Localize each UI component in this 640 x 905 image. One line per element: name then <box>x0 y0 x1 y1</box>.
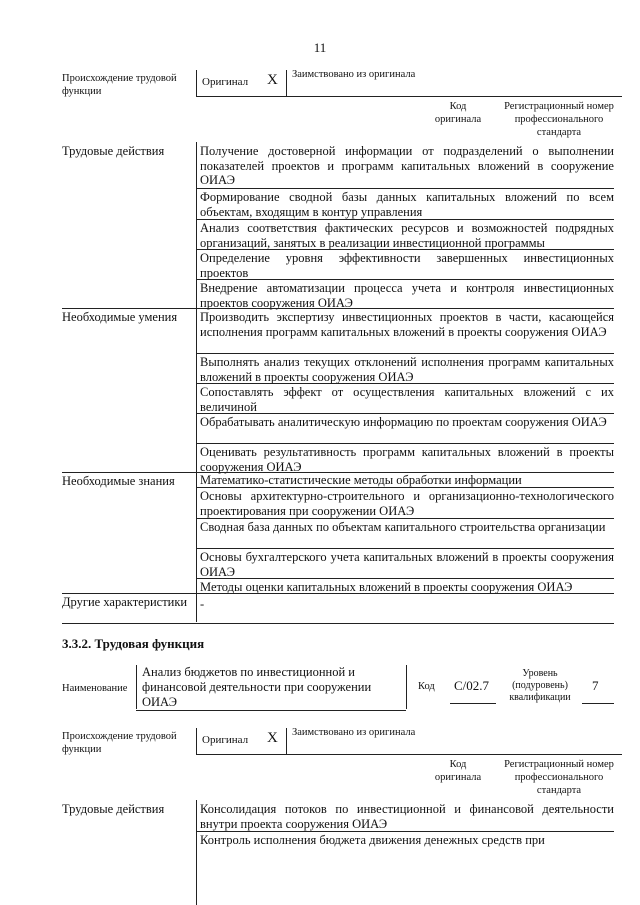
reg-number-header: Регистрационный номер профессионального стандарта <box>504 759 614 796</box>
list-item: Анализ соответствия фактических ресурсов и возможностей подрядных организаций, занятых в реализации инвестиционной программы <box>200 221 614 250</box>
code-value: C/02.7 <box>454 678 490 693</box>
original-label: Оригинал <box>202 76 249 88</box>
origin-label: Происхождение трудовой функции <box>62 73 177 97</box>
list-item: Обрабатывать аналитическую информацию по проектам сооружения ОИАЭ <box>200 415 607 429</box>
code-original-header: Код оригинала <box>434 759 482 783</box>
list-item: Определение уровня эффективности завершенных инвестиционных проектов <box>200 251 614 280</box>
list-item: Получение достоверной информации от подразделений о выполнении показателей проектов и программ капитальных вложений в сооружение ОИАЭ <box>200 144 614 187</box>
code-original-header: Код оригинала <box>434 101 482 125</box>
list-item: Производить экспертизу инвестиционных проектов в части, касающейся исполнения программ капитальных вложений в проекты сооружения ОИАЭ <box>200 310 614 339</box>
code-label: Код <box>418 681 435 692</box>
borrowed-label: Заимствовано из оригинала <box>292 727 416 738</box>
list-item: Сводная база данных по объектам капитального строительства организации <box>200 520 606 534</box>
level-label: Уровень (подуровень) квалификации <box>509 668 571 703</box>
original-label: Оригинал <box>202 734 249 746</box>
other-value: - <box>200 597 205 611</box>
function-name-block <box>62 665 614 715</box>
section-title: 3.3.2. Трудовая функция <box>62 636 205 651</box>
list-item: Консолидация потоков по инвестиционной и финансовой деятельности внутри проекта сооружения ОИАЭ <box>200 802 614 831</box>
page-number: 11 <box>313 40 327 55</box>
list-item: Основы бухгалтерского учета капитальных вложений в проекты сооружения ОИАЭ <box>200 550 614 579</box>
list-item: Основы архитектурно-строительного и организационно-технологического проектирования при сооружении ОИАЭ <box>200 489 614 518</box>
list-item: Внедрение автоматизации процесса учета и контроля инвестиционных проектов сооружения ОИАЭ <box>200 281 614 310</box>
actions-label: Трудовые действия <box>62 802 165 816</box>
name-value: Анализ бюджетов по инвестиционной и финансовой деятельности при сооружении ОИАЭ <box>142 665 372 709</box>
knowledge-label: Необходимые знания <box>62 474 175 488</box>
original-mark: X <box>267 730 278 746</box>
list-item: Контроль исполнения бюджета движения денежных средств при <box>200 833 545 847</box>
other-label: Другие характеристики <box>62 595 188 609</box>
list-item: Формирование сводной базы данных капитальных вложений по всем объектам, входящим в контур управления <box>200 190 614 219</box>
actions-label: Трудовые действия <box>62 144 165 158</box>
original-mark: X <box>267 72 278 88</box>
level-value: 7 <box>592 678 599 693</box>
borrowed-label: Заимствовано из оригинала <box>292 69 416 80</box>
list-item: Выполнять анализ текущих отклонений исполнения программ капитальных вложений в проекты сооружения ОИАЭ <box>200 355 614 384</box>
list-item: Математико-статистические методы обработки информации <box>200 473 522 487</box>
name-label: Наименование <box>62 683 128 694</box>
skills-label: Необходимые умения <box>62 310 178 324</box>
list-item: Оценивать результативность программ капитальных вложений в проекты сооружения ОИАЭ <box>200 445 614 474</box>
reg-number-header: Регистрационный номер профессионального стандарта <box>504 101 614 138</box>
origin-label: Происхождение трудовой функции <box>62 731 177 755</box>
list-item: Методы оценки капитальных вложений в проекты сооружения ОИАЭ <box>200 580 573 594</box>
list-item: Сопоставлять эффект от осуществления капитальных вложений с их величиной <box>200 385 614 414</box>
